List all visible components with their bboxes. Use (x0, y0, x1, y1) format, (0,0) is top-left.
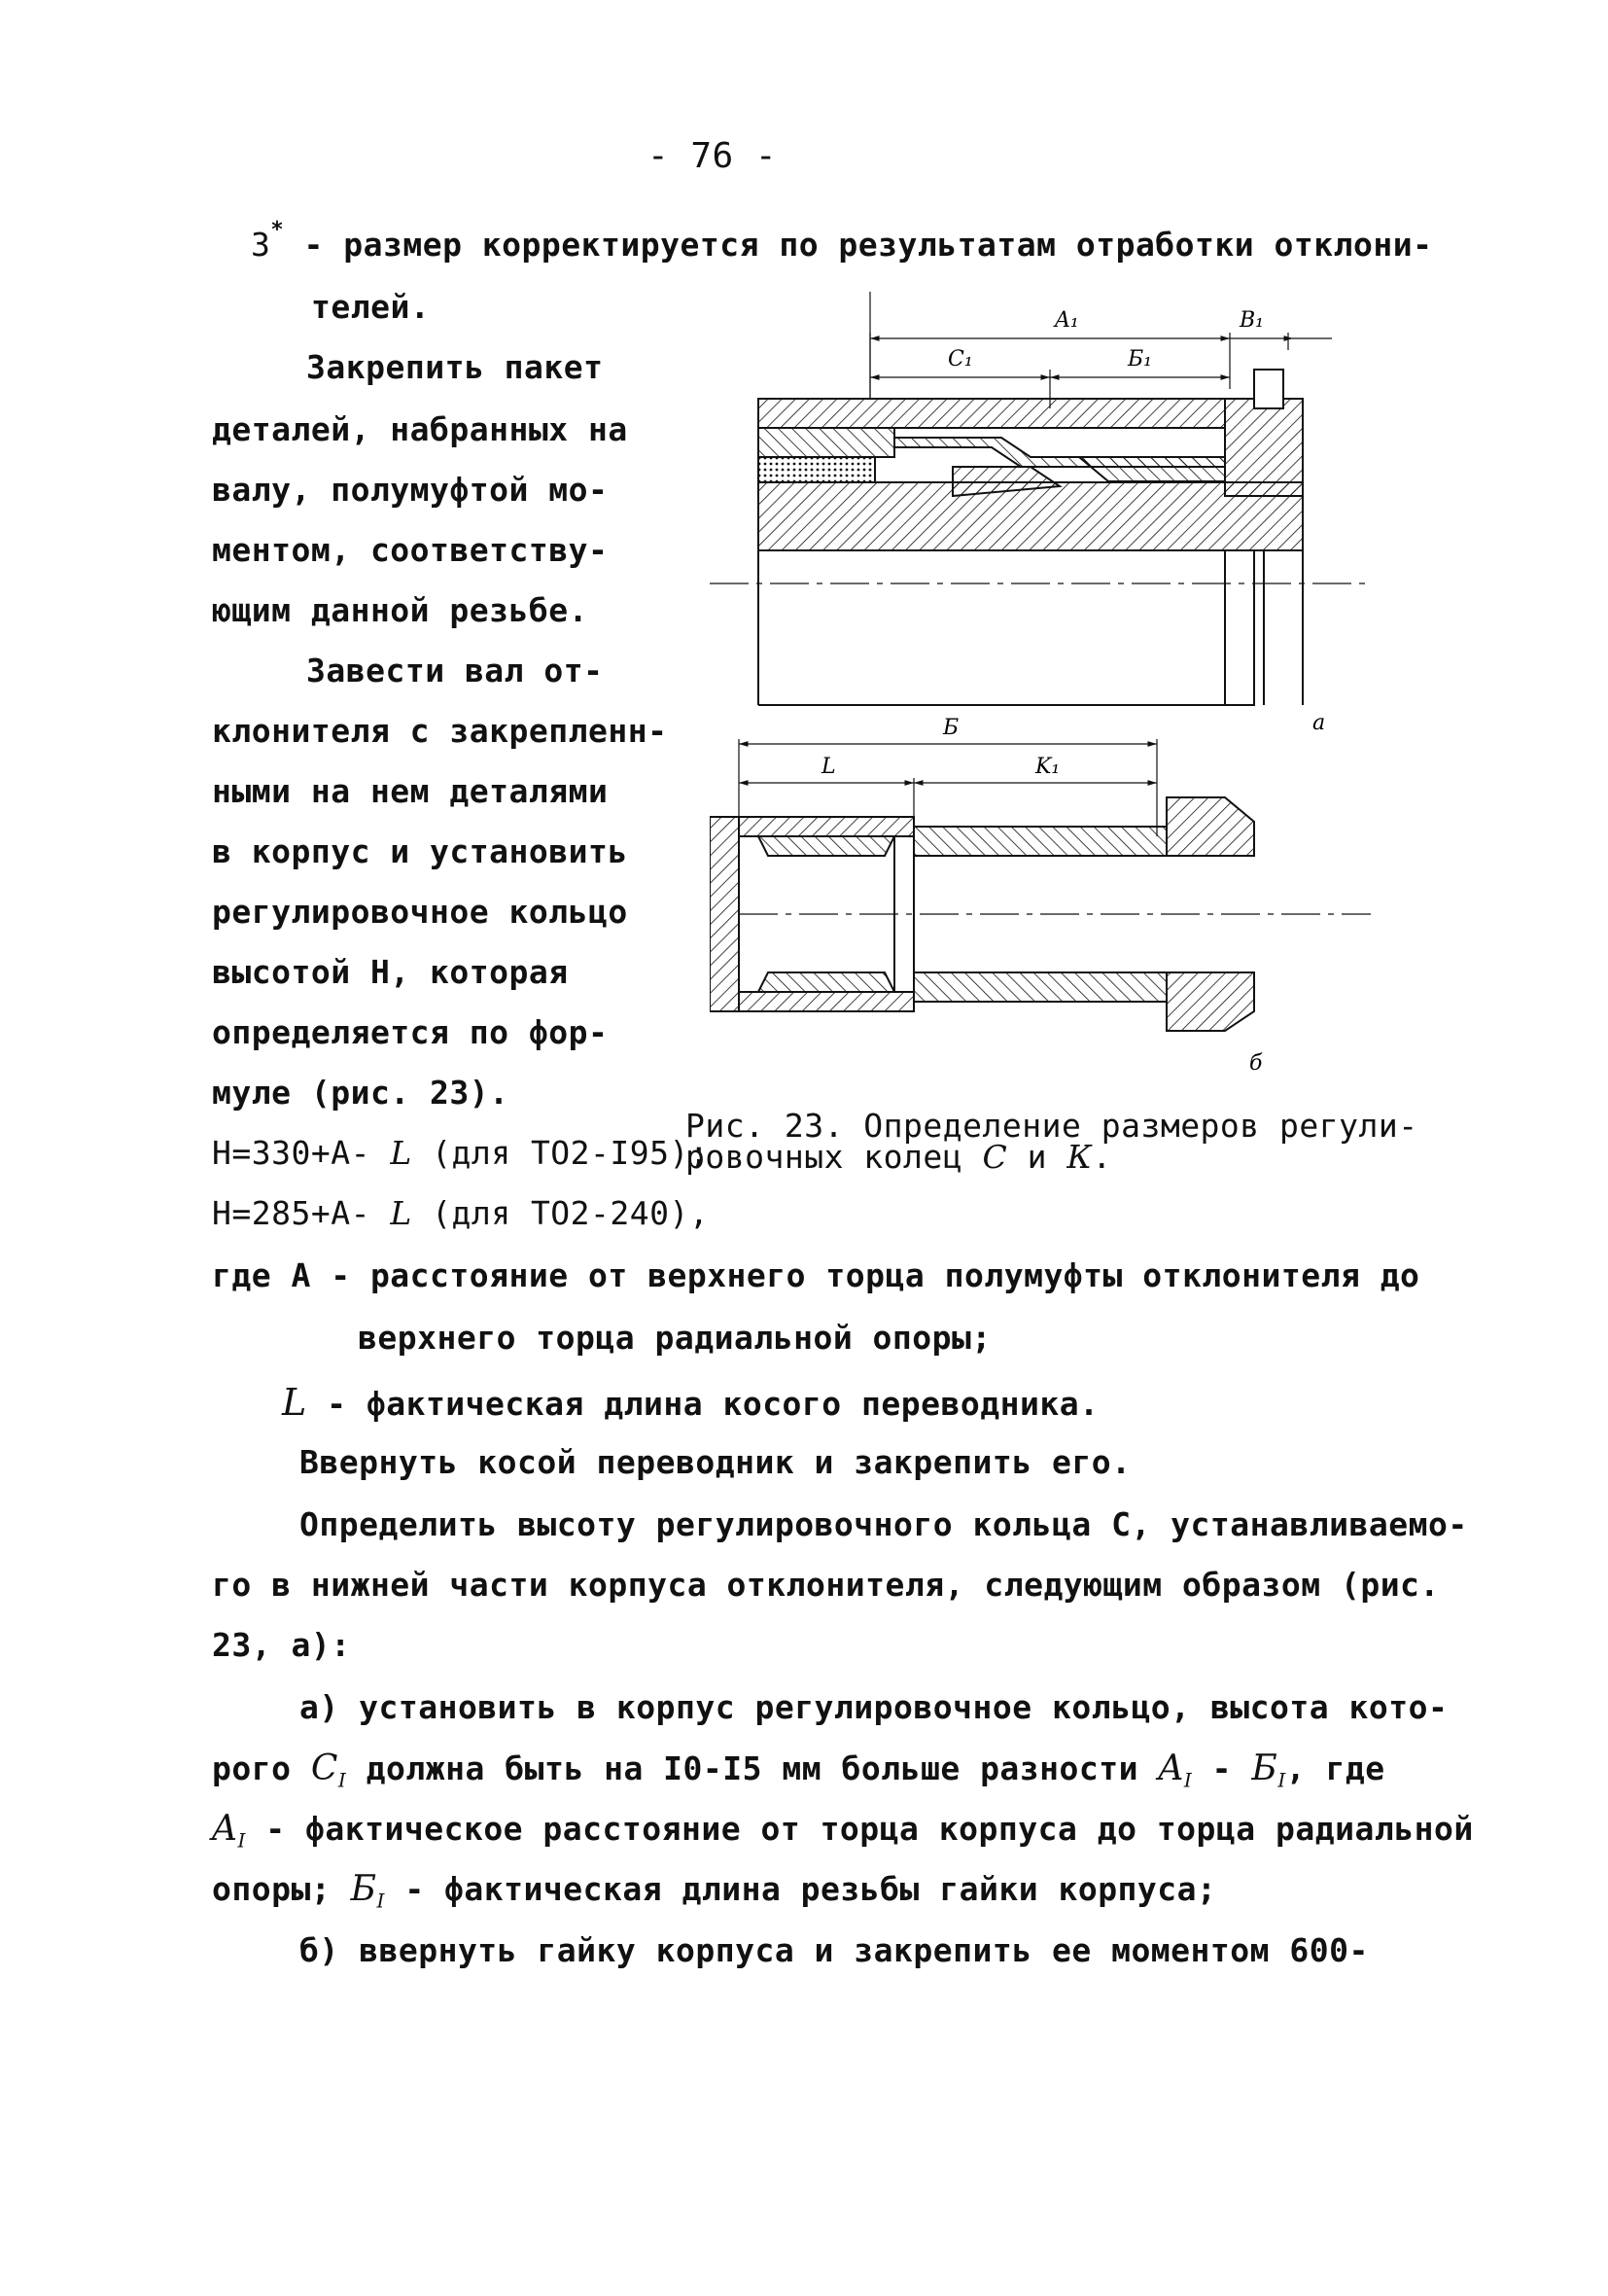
label-Б1: Б₁ (1128, 347, 1152, 371)
paragraph-2-line-2: го в нижней части корпуса отклонителя, следующим образом (рис. (212, 1566, 1440, 1604)
where-line-2: верхнего торца радиальной опоры; (358, 1319, 992, 1357)
left-line-8: ными на нем деталями (212, 772, 609, 810)
label-C1: C₁ (948, 347, 973, 371)
L-definition: L - фактическая длина косого переводника. (282, 1381, 1100, 1424)
item-a-line-1: а) установить в корпус регулировочное кольцо, высота кото- (299, 1688, 1449, 1726)
left-line-7: клонителя с закрепленн- (212, 712, 668, 750)
paragraph-2-line-1: Определить высоту регулировочного кольца С, устанавливаемо- (299, 1505, 1468, 1543)
left-line-6: Завести вал от- (306, 652, 604, 689)
item-b-line-1: б) ввернуть гайку корпуса и закрепить ее моментом 600- (299, 1931, 1369, 1969)
label-L: L (821, 755, 836, 779)
figure-caption-line-1: Рис. 23. Определение размеров регули- (685, 1107, 1418, 1145)
page-number: - 76 - (647, 136, 778, 176)
where-line-1: где А - расстояние от верхнего торца полумуфты отклонителя до (212, 1256, 1420, 1294)
label-a: а (1312, 711, 1326, 735)
note-line-2: телей. (311, 288, 431, 326)
item-a-line-4: опоры; $Б_I$ - фактическая длина резьбы гайки корпуса; (212, 1869, 1217, 1913)
left-line-1: Закрепить пакет (306, 348, 604, 386)
left-line-10: регулировочное кольцо (212, 893, 628, 931)
figure-caption-line-2: ровочных колец С и К. (685, 1138, 1112, 1176)
paragraph-2-line-3: 23, а): (212, 1626, 351, 1664)
left-line-4: ментом, соответству- (212, 531, 609, 569)
view-b (710, 739, 1371, 1031)
figure-23-drawing (710, 292, 1371, 1099)
paragraph-1: Ввернуть косой переводник и закрепить его. (299, 1443, 1132, 1481)
left-line-2: деталей, набранных на (212, 410, 628, 448)
formula-2: Н=285+А- L (для ТО2-240), (212, 1194, 710, 1232)
label-б: б (1249, 1051, 1263, 1076)
left-line-11: высотой Н, которая (212, 953, 569, 991)
figure-23 (710, 292, 1371, 1099)
label-Б: Б (943, 716, 960, 740)
left-line-5: ющим данной резьбе. (212, 591, 588, 629)
formula-1: Н=330+А- L (для ТО2-I95); (212, 1134, 710, 1172)
left-line-13: муле (рис. 23). (212, 1074, 509, 1112)
label-B1: B₁ (1240, 308, 1264, 333)
left-line-3: валу, полумуфтой мо- (212, 471, 609, 509)
item-a-line-3: $A_I$ - фактическое расстояние от торца корпуса до торца радиальной (212, 1809, 1474, 1853)
label-A1: A₁ (1055, 308, 1079, 333)
item-a-line-2: рого $C_I$ должна быть на I0-I5 мм больше разности $A_I - Б_I$, где (212, 1748, 1385, 1792)
label-K1: K₁ (1035, 755, 1061, 779)
left-line-9: в корпус и установить (212, 832, 628, 870)
left-line-12: определяется по фор- (212, 1013, 609, 1051)
note-line-1: 3* - размер корректируется по результатам отработки отклони- (251, 218, 1433, 264)
view-a (710, 292, 1371, 705)
